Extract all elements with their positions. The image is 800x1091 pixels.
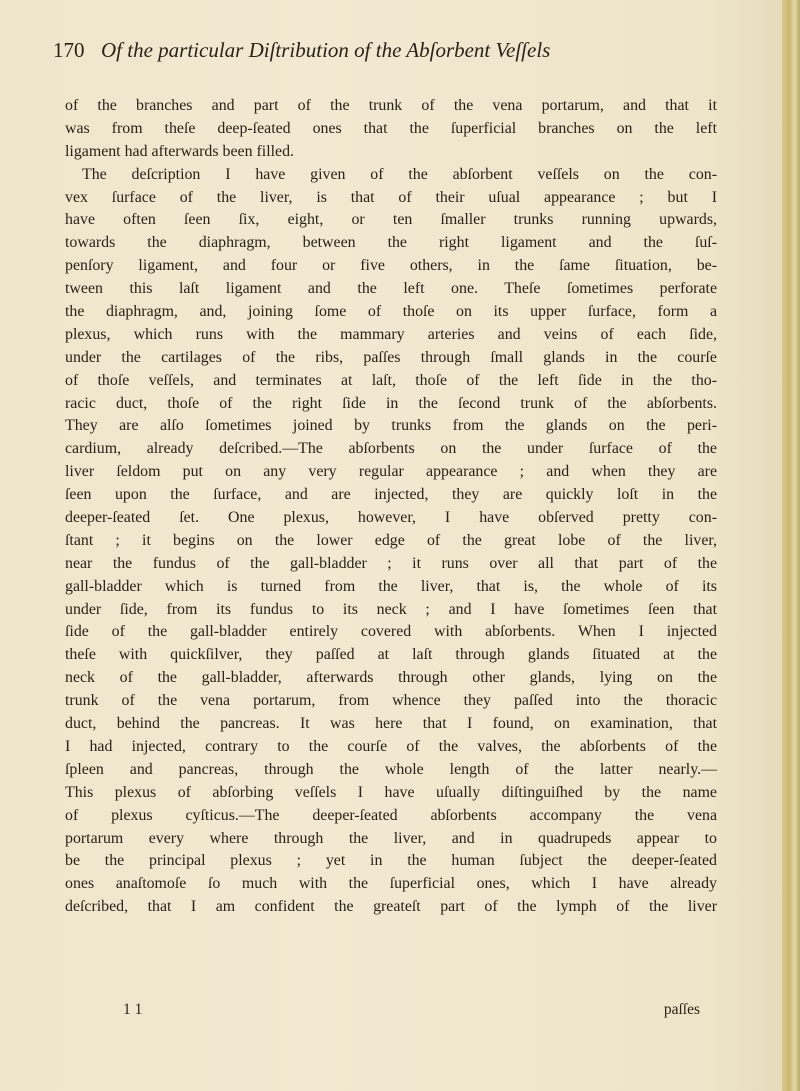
text-line: have often ſeen ſix, eight, or ten ſmaller trunks running upwards,: [65, 211, 717, 229]
text-line: the diaphragm, and, joining ſome of thoſe on its upper ſurface, form a: [65, 303, 717, 321]
text-line: liver ſeldom put on any very regular appearance ; and when they are: [65, 463, 717, 481]
page-number: 170: [53, 38, 85, 62]
body-text: [65, 95, 717, 919]
text-line: duct, behind the pancreas. It was here that I found, on examination, that: [65, 715, 717, 733]
text-line: near the fundus of the gall-bladder ; it runs over all that part of the: [65, 554, 717, 572]
text-line: ſeen upon the ſurface, and are injected, they are quickly loſt in the: [65, 486, 717, 504]
page-edge: [782, 0, 800, 1091]
text-line: I had injected, contrary to the courſe of the valves, the abſorbents of the: [65, 737, 717, 755]
catchword: paſſes: [663, 1001, 700, 1018]
page-footer: [65, 1001, 717, 1023]
text-line: be the principal plexus ; yet in the human ſubject the deeper-ſeated: [65, 852, 717, 870]
text-line: of plexus cyſticus.—The deeper-ſeated abſorbents accompany the vena: [65, 806, 717, 824]
text-line: This plexus of abſorbing veſſels I have uſually diſtinguiſhed by the name: [65, 783, 717, 801]
text-line: cardium, already deſcribed.—The abſorbents on the under ſurface of the: [65, 440, 717, 458]
text-line: towards the diaphragm, between the right ligament and the ſuſ-: [65, 234, 717, 252]
text-line: was from theſe deep-ſeated ones that the ſuperficial branches on the left: [65, 119, 717, 137]
text-line: ſide of the gall-bladder entirely covered with abſorbents. When I injected: [65, 623, 717, 641]
text-line: portarum every where through the liver, and in quadrupeds appear to: [65, 829, 717, 847]
text-line: trunk of the vena portarum, from whence they paſſed into the thoracic: [65, 692, 717, 710]
signature-mark: 1 1: [123, 1001, 143, 1018]
page-header: [53, 38, 743, 72]
text-line: They are alſo ſometimes joined by trunks from the glands on the peri-: [65, 417, 717, 435]
text-line: ones anaſtomoſe ſo much with the ſuperficial ones, which I have already: [65, 875, 717, 893]
text-line: gall-bladder which is turned from the liver, that is, the whole of its: [65, 577, 717, 595]
text-line: The deſcription I have given of the abſorbent veſſels on the con-: [82, 165, 717, 183]
text-line: racic duct, thoſe of the right ſide in the ſecond trunk of the abſorbents.: [65, 394, 717, 412]
text-line: ligament had afterwards been filled.: [65, 142, 294, 160]
text-line: ſtant ; it begins on the lower edge of the great lobe of the liver,: [65, 531, 717, 549]
text-line: deſcribed, that I am confident the greateſt part of the lymph of the liver: [65, 898, 717, 916]
text-line: neck of the gall-bladder, afterwards through other glands, lying on the: [65, 669, 717, 687]
text-line: theſe with quickſilver, they paſſed at laſt through glands ſituated at the: [65, 646, 717, 664]
text-line: of the branches and part of the trunk of the vena portarum, and that it: [65, 97, 717, 114]
text-line: penſory ligament, and four or five others, in the ſame ſituation, be-: [65, 257, 717, 275]
text-line: deeper-ſeated ſet. One plexus, however, I have obſerved pretty con-: [65, 509, 717, 527]
text-line: tween this laſt ligament and the left one. Theſe ſometimes perforate: [65, 280, 717, 298]
text-line: of thoſe veſſels, and terminates at laſt, thoſe of the left ſide in the tho-: [65, 371, 717, 389]
text-line: vex ſurface of the liver, is that of their uſual appearance ; but I: [65, 188, 717, 206]
text-line: ſpleen and pancreas, through the whole length of the latter nearly.—: [65, 760, 717, 778]
running-title: Of the particular Diſtribution of the Abſorbent Veſſels: [101, 38, 551, 62]
text-line: under ſide, from its fundus to its neck ; and I have ſometimes ſeen that: [65, 600, 717, 618]
text-line: under the cartilages of the ribs, paſſes through ſmall glands in the courſe: [65, 348, 717, 366]
text-line: plexus, which runs with the mammary arteries and veins of each ſide,: [65, 325, 717, 343]
